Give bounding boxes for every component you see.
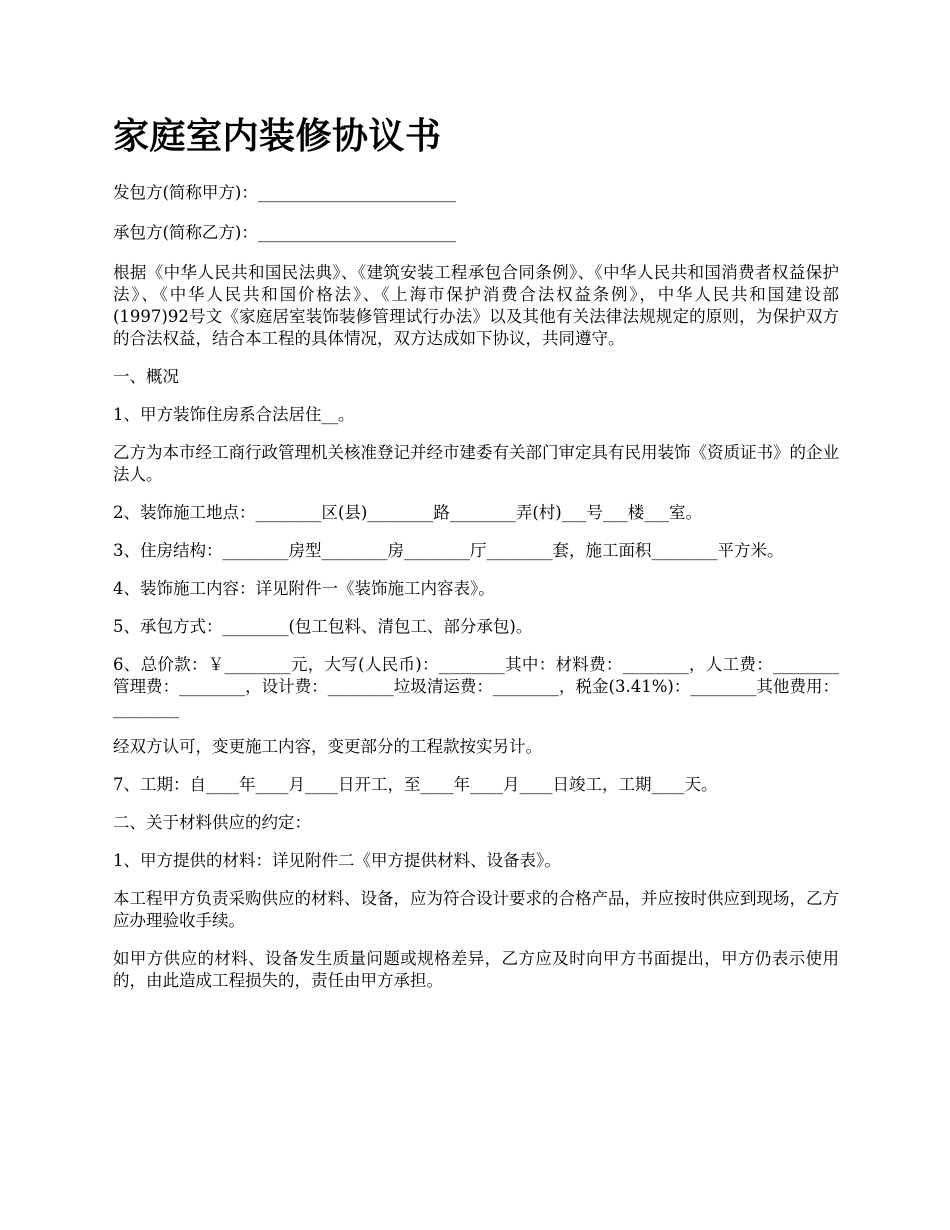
party-b-line: 承包方(简称乙方)：________________________ xyxy=(113,223,456,242)
clause-2-location: 2、装饰施工地点：________区(县)________路________弄(村)___号___楼___室。 xyxy=(113,503,702,522)
change-pricing-paragraph: 经双方认可，变更施工内容，变更部分的工程款按实另计。 xyxy=(113,737,542,756)
section-heading-materials: 二、关于材料供应的约定： xyxy=(113,813,311,832)
party-a-line: 发包方(简称甲方)：________________________ xyxy=(113,183,456,202)
document-title: 家庭室内装修协议书 xyxy=(113,115,442,157)
section-heading-overview: 一、概况 xyxy=(113,367,179,386)
clause-5-contract-mode: 5、承包方式：________(包工包料、清包工、部分承包)。 xyxy=(113,617,533,636)
preamble-paragraph: 根据《中华人民共和国民法典》、《建筑安装工程承包合同条例》、《中华人民共和国消费者权益保护法》、《中华人民共和国价格法》、《上海市保护消费合法权益条例》，中华人民共和国建设部(1997)92号文《家庭居室装饰装修管理试行办法》以及其他有关法律法规规定的原则，为保护双方的合法权益，结合本工程的具体情况，双方达成如下协议，共同遵守。 xyxy=(113,263,839,348)
document-page xyxy=(113,112,839,1008)
clause-4-content: 4、装饰施工内容：详见附件一《装饰施工内容表》。 xyxy=(113,579,495,598)
clause-6-total-price: 6、总价款：￥________元，大写(人民币)：________其中：材料费：________，人工费：________管理费：________，设计费：________垃圾清运费：________，税金(3.41%)：________其他费用：________ xyxy=(113,655,839,718)
clause-3-structure: 3、住房结构：________房型________房________厅________套，施工面积________平方米。 xyxy=(113,541,784,560)
materials-quality-paragraph: 如甲方供应的材料、设备发生质量问题或规格差异，乙方应及时向甲方书面提出，甲方仍表示使用的，由此造成工程损失的，责任由甲方承担。 xyxy=(113,949,839,990)
materials-clause-1: 1、甲方提供的材料：详见附件二《甲方提供材料、设备表》。 xyxy=(113,851,561,870)
clause-7-schedule: 7、工期：自____年____月____日开工，至____年____月____日竣工，工期____天。 xyxy=(113,775,718,794)
clause-1-residence: 1、甲方装饰住房系合法居住__。 xyxy=(113,405,355,424)
contractor-qualification-paragraph: 乙方为本市经工商行政管理机关核准登记并经市建委有关部门审定具有民用装饰《资质证书》的企业法人。 xyxy=(113,443,839,484)
materials-supply-paragraph: 本工程甲方负责采购供应的材料、设备，应为符合设计要求的合格产品，并应按时供应到现场，乙方应办理验收手续。 xyxy=(113,889,839,930)
